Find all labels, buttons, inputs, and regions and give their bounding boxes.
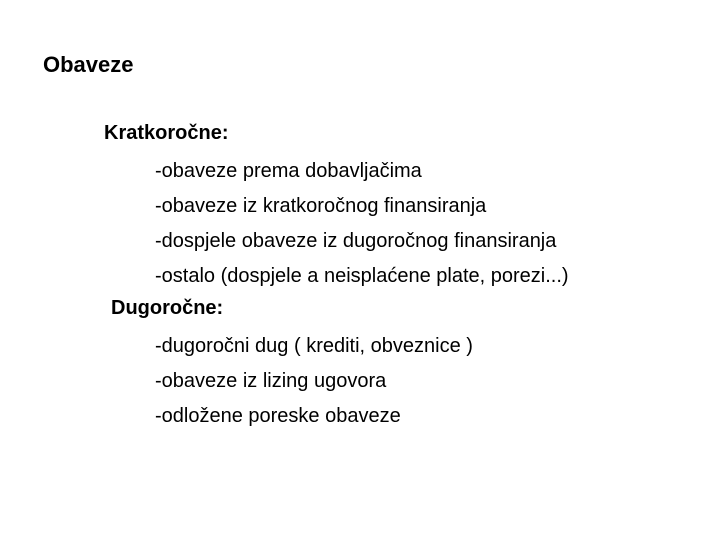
list-item: -obaveze prema dobavljačima [155, 160, 422, 182]
long-term-heading: Dugoročne: [111, 297, 224, 319]
list-item: -obaveze iz lizing ugovora [155, 370, 387, 392]
list-item: -dospjele obaveze iz dugoročnog finansiranja [155, 230, 557, 252]
list-item: -dugoročni dug ( krediti, obveznice ) [155, 335, 473, 357]
list-item: -obaveze iz kratkoročnog finansiranja [155, 195, 487, 217]
list-item: -ostalo (dospjele a neisplaćene plate, porezi...) [155, 265, 569, 287]
short-term-list [155, 154, 569, 294]
slide-title: Obaveze [43, 52, 134, 77]
long-term-list [155, 329, 473, 434]
short-term-heading: Kratkoročne: [104, 122, 229, 144]
list-item: -odložene poreske obaveze [155, 405, 401, 427]
